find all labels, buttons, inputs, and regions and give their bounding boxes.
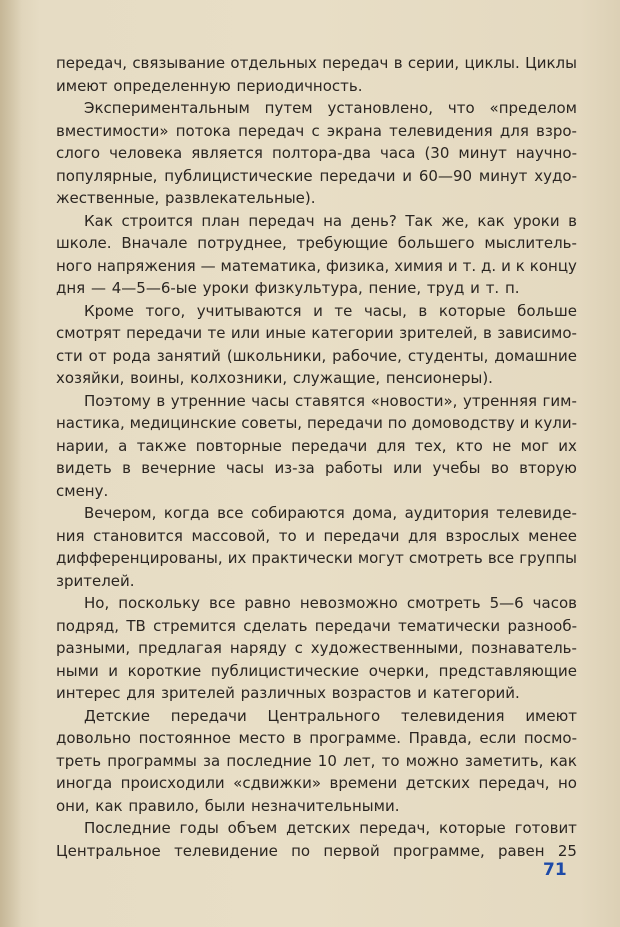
text-line: Последние годы объем детских передач, которые готовит: [84, 819, 577, 837]
text-line: имеют определенную периодичность.: [56, 76, 363, 95]
text-line: нарии, а также повторные передачи для тех, кто не мог их: [56, 436, 577, 455]
text-line: довольно постоянное место в программе. Правда, если посмо-: [56, 729, 577, 747]
text-line: вместимости» потока передач с экрана телевидения для взро-: [56, 121, 577, 140]
text-line: популярные, публицистические передачи и 60—90 минут худо-: [56, 166, 577, 185]
text-line: Вечером, когда все собираются дома, аудитория телевиде-: [84, 504, 577, 522]
text-line: настика, медицинские советы, передачи по домоводству и кули-: [56, 414, 577, 432]
text-line: сти от рода занятий (школьники, рабочие, студенты, домашние: [56, 346, 577, 365]
text-line: видеть в вечерние часы из-за работы или учебы во вторую: [56, 459, 577, 477]
text-line: школе. Вначале потруднее, требующие большего мыслитель-: [56, 234, 577, 252]
text-line: Поэтому в утренние часы ставятся «новости», утренняя гим-: [84, 391, 577, 410]
text-line: слого человека является полтора-два часа (30 минут научно-: [56, 144, 577, 162]
text-line: ными и короткие публицистические очерки, представляющие: [56, 661, 577, 680]
text-line: Детские передачи Центрального телевидения имеют: [84, 706, 577, 725]
text-line: смотрят передачи те или иные категории зрителей, в зависимо-: [56, 324, 577, 342]
text-line: разными, предлагая наряду с художественными, познаватель-: [56, 639, 577, 657]
text-line: хозяйки, воины, колхозники, служащие, пенсионеры).: [56, 369, 493, 387]
body-text: [56, 52, 577, 862]
text-line: дифференцированы, их практически могут смотреть все группы: [56, 549, 577, 567]
text-line: передач, связывание отдельных передач в серии, циклы. Циклы: [56, 54, 577, 72]
text-line: интерес для зрителей различных возрастов и категорий.: [56, 684, 520, 702]
text-line: зрителей.: [56, 571, 135, 590]
text-line: жественные, развлекательные).: [56, 189, 316, 207]
page-number: 71: [543, 860, 567, 880]
text-line: Но, поскольку все равно невозможно смотреть 5—6 часов: [84, 594, 577, 612]
text-line: Центральное телевидение по первой программе, равен 25: [56, 841, 577, 860]
text-line: дня — 4—5—6-ые уроки физкультура, пение, труд и т. п.: [56, 279, 520, 297]
text-line: ния становится массовой, то и передачи для взрослых менее: [56, 526, 577, 545]
text-line: подряд, ТВ стремится сделать передачи тематически разнооб-: [56, 616, 577, 635]
text-line: Как строится план передач на день? Так же, как уроки в: [84, 211, 577, 230]
text-line: они, как правило, были незначительными.: [56, 796, 400, 815]
text-line: Экспериментальным путем установлено, что «пределом: [84, 99, 577, 117]
text-line: смену.: [56, 481, 109, 500]
text-line: треть программы за последние 10 лет, то можно заметить, как: [56, 751, 577, 770]
text-line: Кроме того, учитываются и те часы, в которые больше: [84, 301, 577, 320]
text-line: иногда происходили «сдвижки» времени детских передач, но: [56, 774, 577, 792]
text-line: ного напряжения — математика, физика, химия и т. д. и к концу: [56, 256, 577, 275]
